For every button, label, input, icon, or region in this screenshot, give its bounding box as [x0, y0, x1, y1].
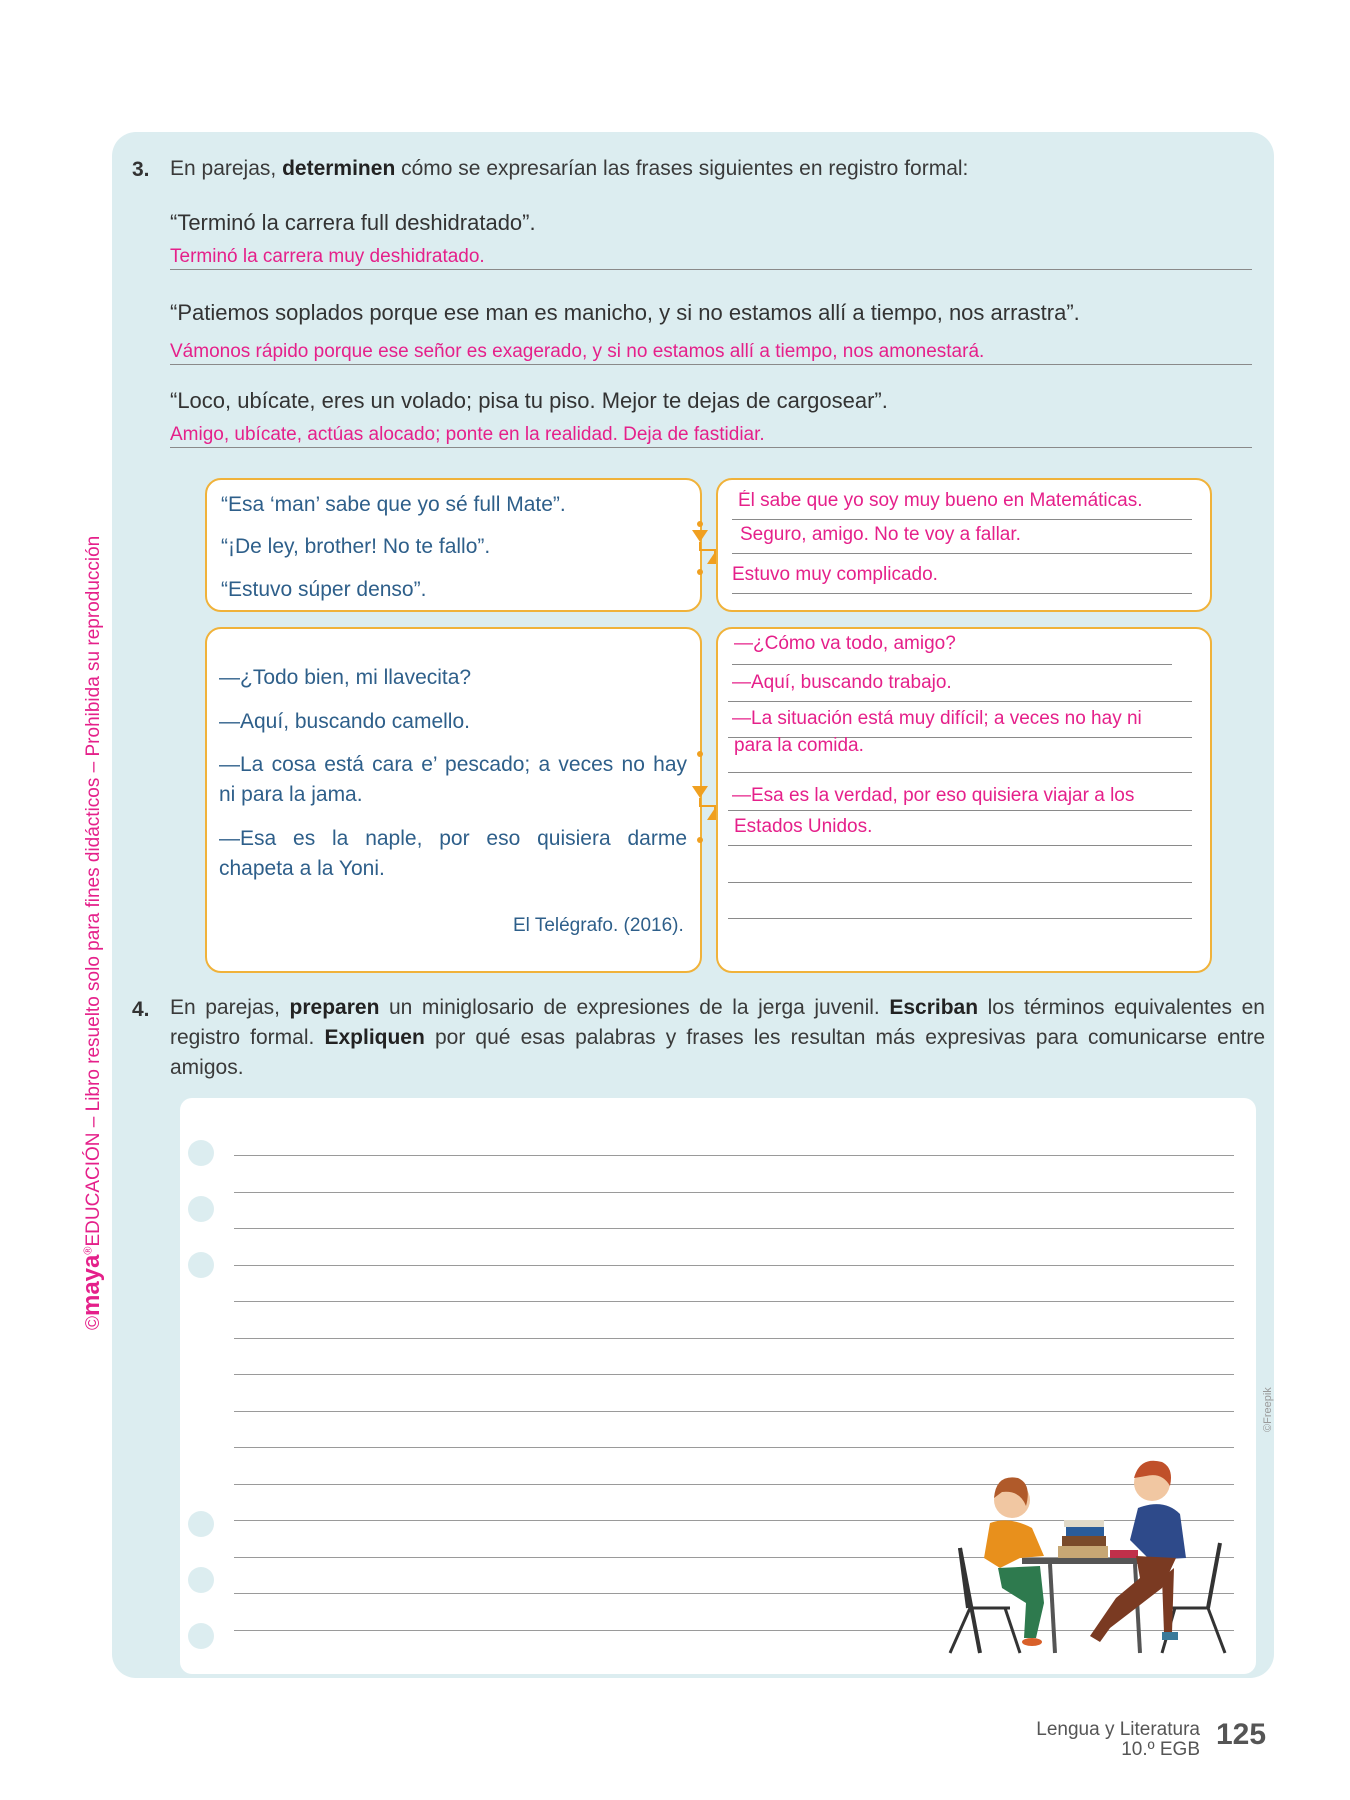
writing-line[interactable] — [234, 1155, 1234, 1156]
formal-answer-1[interactable]: Él sabe que yo soy muy bueno en Matemáticas. — [732, 490, 1192, 520]
exercise-4-instruction: En parejas, preparen un miniglosario de expresiones de la jerga juvenil. Escriban los términos equivalentes en registro formal. Expliquen por qué esas palabras y frases les resultan más expresivas para comunicarse entre amigos. — [170, 996, 1266, 1079]
formal-dialogue-1[interactable]: —¿Cómo va todo, amigo? — [732, 633, 1172, 665]
exercise-3-number: 3. — [132, 158, 150, 181]
quote-2: “Patiemos soplados porque ese man es manicho, y si no estamos allí a tiempo, nos arrastra”. — [170, 300, 1080, 325]
empty-line-1[interactable] — [728, 882, 1192, 883]
dialogue-line-3: —La cosa está cara e’ pescado; a veces no hay ni para la jama. — [219, 753, 687, 806]
writing-line[interactable] — [234, 1374, 1234, 1375]
page-number: 125 — [1216, 1718, 1267, 1751]
binder-hole — [188, 1140, 214, 1166]
formal-dialogue-3b[interactable]: para la comida. — [728, 735, 1192, 773]
dialogue-line-4: —Esa es la naple, por eso quisiera darme chapeta a la Yoni. — [219, 827, 687, 880]
writing-line[interactable] — [234, 1411, 1234, 1412]
answer-line-1[interactable]: Terminó la carrera muy deshidratado. — [170, 246, 1252, 270]
notebook-writing-area[interactable] — [180, 1098, 1256, 1674]
writing-line[interactable] — [234, 1265, 1234, 1266]
formal-dialogue-3a[interactable]: —La situación está muy difícil; a veces no hay ni — [728, 708, 1192, 738]
writing-line[interactable] — [234, 1301, 1234, 1302]
image-credit: ©Freepik — [1262, 1387, 1274, 1432]
formal-dialogue-4a[interactable]: —Esa es la verdad, por eso quisiera viajar a los — [728, 785, 1192, 811]
students-studying-illustration — [940, 1428, 1240, 1668]
writing-line[interactable] — [234, 1192, 1234, 1193]
binder-hole — [188, 1511, 214, 1537]
quote-3: “Loco, ubícate, eres un volado; pisa tu piso. Mejor te dejas de cargosear”. — [170, 388, 888, 413]
slang-phrase-1: “Esa ‘man’ sabe que yo sé full Mate”. — [221, 493, 566, 516]
formal-answer-2[interactable]: Seguro, amigo. No te voy a fallar. — [732, 524, 1192, 554]
footer-subject — [1036, 1720, 1200, 1760]
answer-line-3[interactable]: Amigo, ubícate, actúas alocado; ponte en la realidad. Deja de fastidiar. — [170, 424, 1252, 448]
exercise-3-instruction: En parejas, determinen cómo se expresarían las frases siguientes en registro formal: — [170, 157, 969, 180]
copyright-sidebar: ©maya®EDUCACIÓN – Libro resuelto solo para fines didácticos – Prohibida su reproducción — [78, 535, 105, 1330]
source-citation: El Telégrafo. (2016). — [513, 915, 684, 936]
copyright-text: EDUCACIÓN – Libro resuelto solo para fines didácticos – Prohibida su reproducción — [83, 535, 104, 1247]
binder-hole — [188, 1623, 214, 1649]
dialogue-line-2: —Aquí, buscando camello. — [219, 710, 470, 733]
formal-answer-3[interactable]: Estuvo muy complicado. — [732, 564, 1192, 594]
quote-1: “Terminó la carrera full deshidratado”. — [170, 210, 536, 235]
brand-logo: maya — [78, 1254, 105, 1316]
binder-hole — [188, 1252, 214, 1278]
empty-line-2[interactable] — [728, 918, 1192, 919]
formal-dialogue-2[interactable]: —Aquí, buscando trabajo. — [728, 672, 1192, 702]
answer-line-2[interactable]: Vámonos rápido porque ese señor es exagerado, y si no estamos allí a tiempo, nos amonestará. — [170, 341, 1252, 365]
subject-label: Lengua y Literatura — [1036, 1719, 1200, 1740]
dialogue-line-1: —¿Todo bien, mi llavecita? — [219, 666, 472, 689]
writing-line[interactable] — [234, 1228, 1234, 1229]
formal-dialogue-4b[interactable]: Estados Unidos. — [728, 816, 1192, 846]
slang-phrase-2: “¡De ley, brother! No te fallo”. — [221, 535, 491, 558]
exercise-4-number: 4. — [132, 998, 150, 1021]
binder-hole — [188, 1567, 214, 1593]
grade-label: 10.º EGB — [1121, 1739, 1200, 1760]
writing-line[interactable] — [234, 1338, 1234, 1339]
slang-phrase-3: “Estuvo súper denso”. — [221, 578, 427, 601]
binder-hole — [188, 1196, 214, 1222]
